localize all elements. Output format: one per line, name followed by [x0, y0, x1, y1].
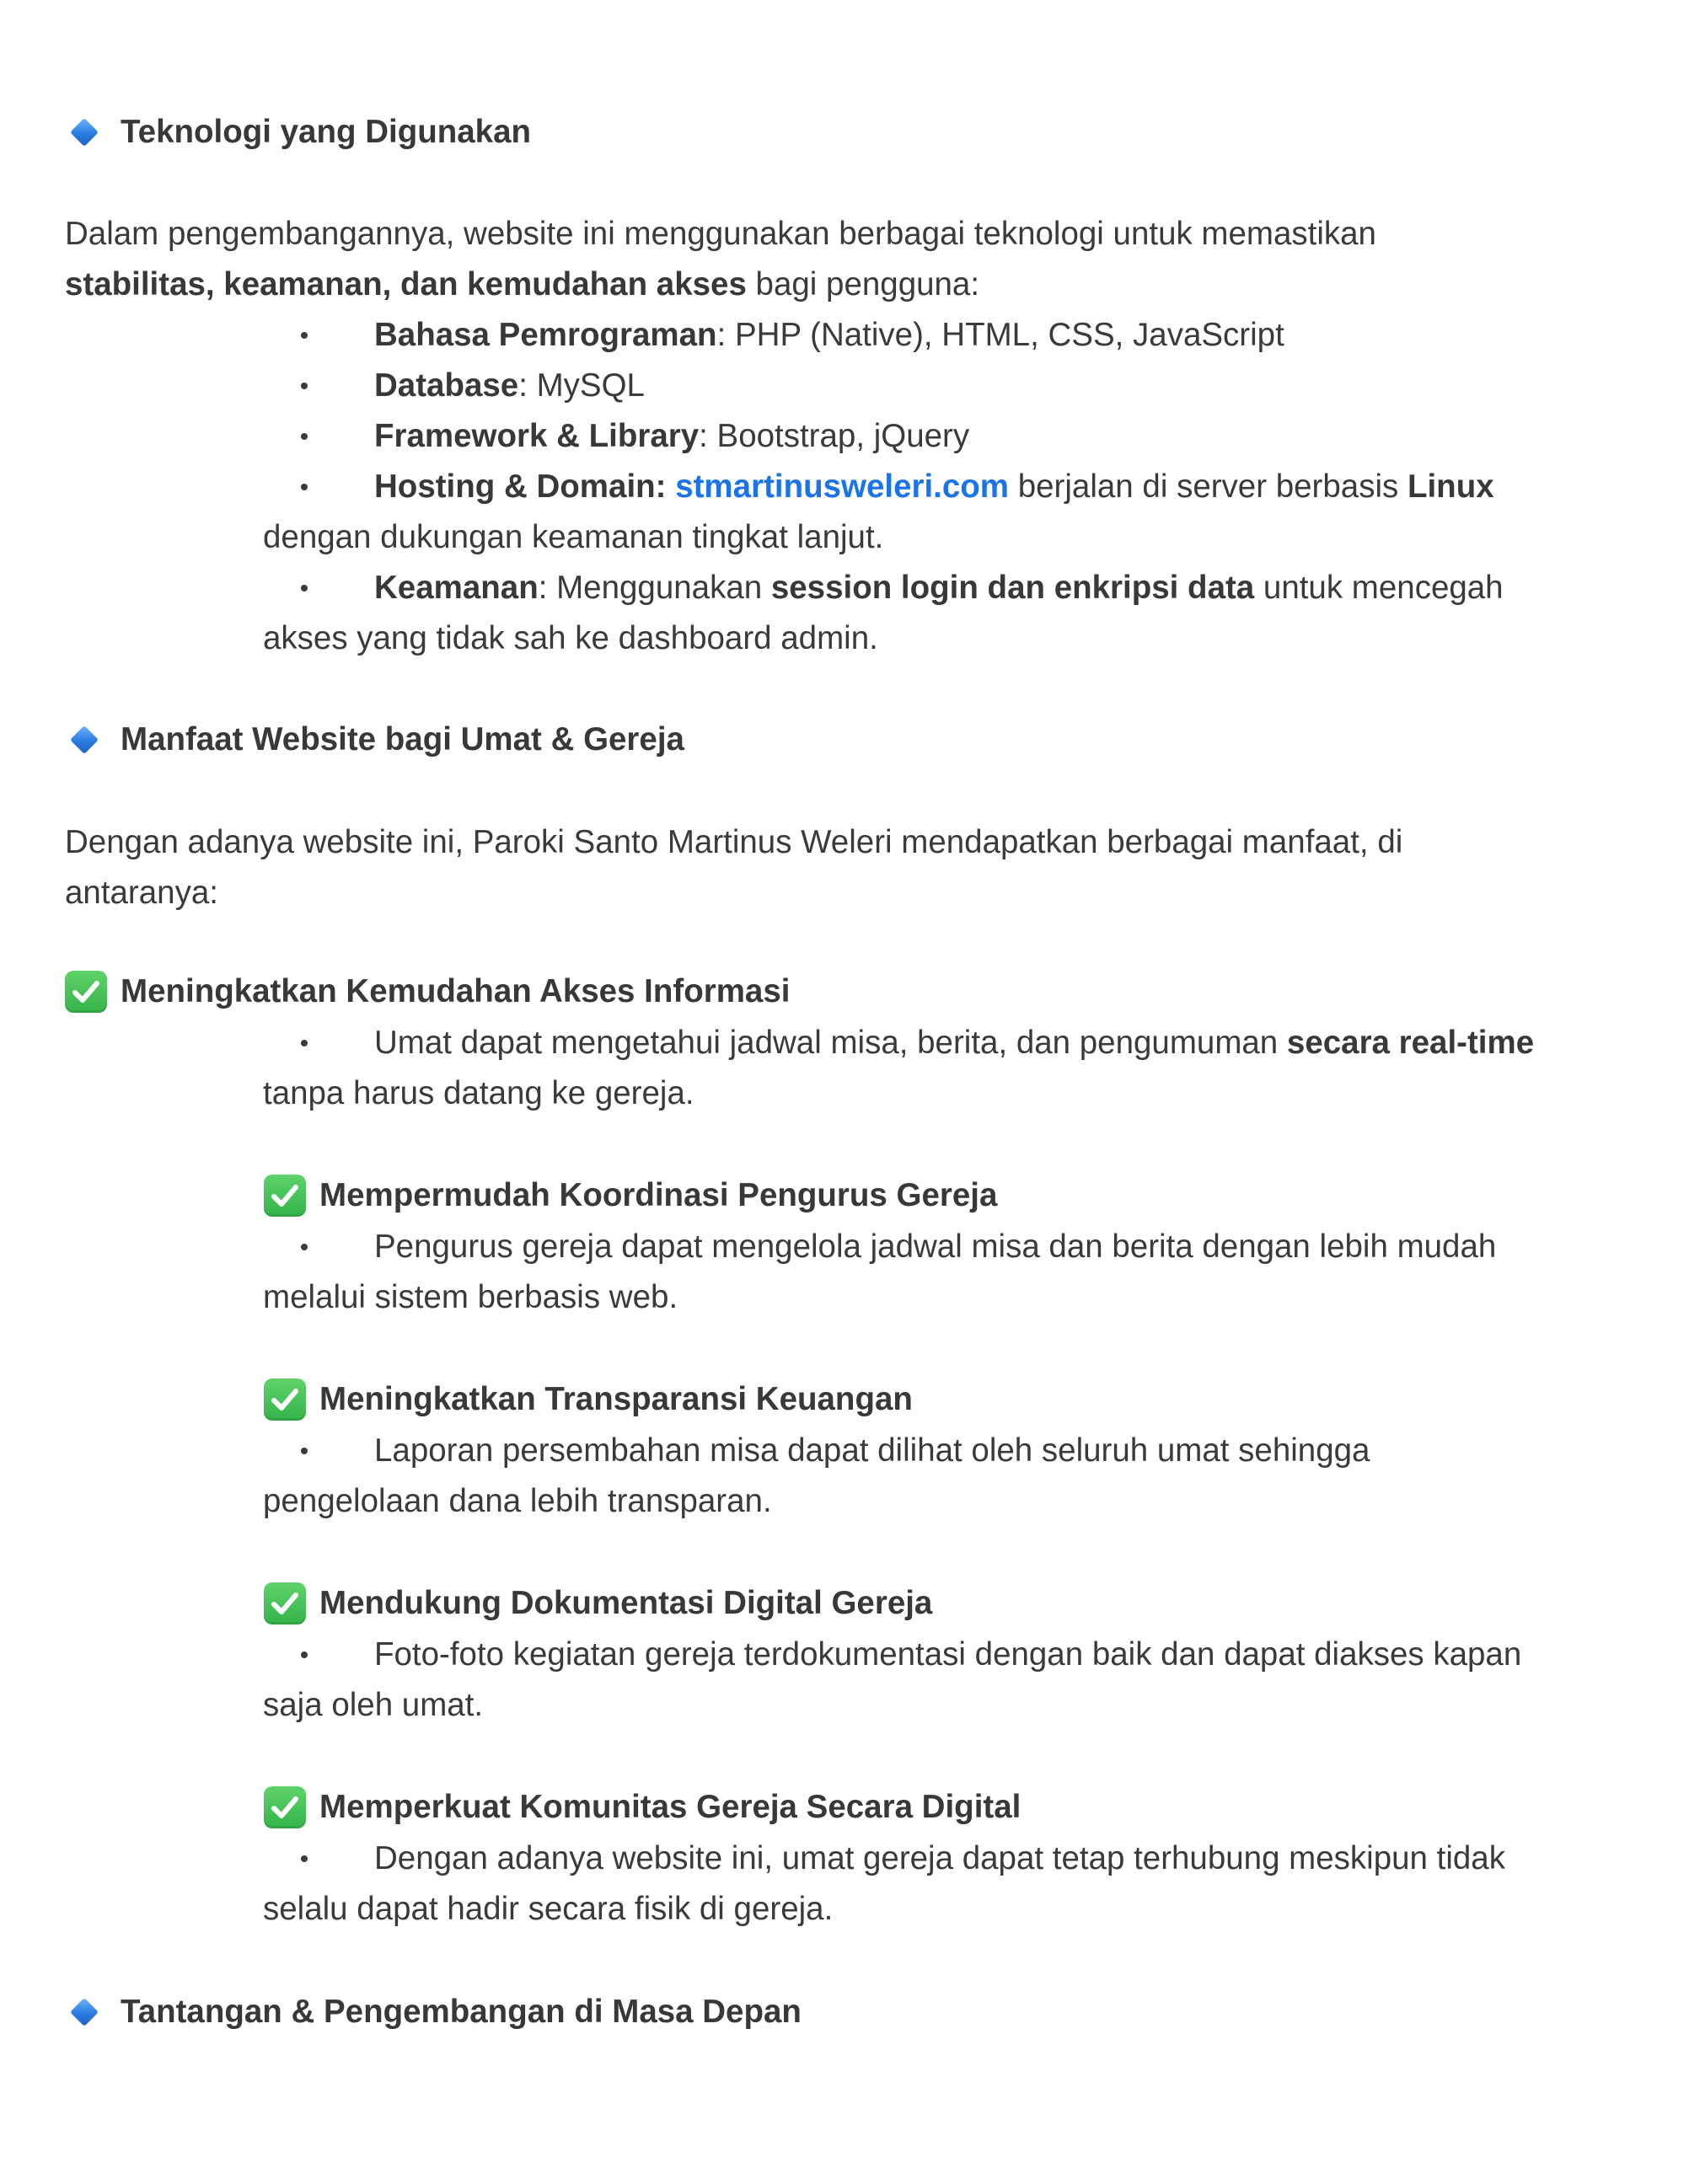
list-item-text: berjalan di server berbasis — [1009, 468, 1408, 505]
benefit-title: Memperkuat Komunitas Gereja Secara Digital — [319, 1789, 1021, 1825]
list-item-bold: session login dan enkripsi data — [770, 570, 1255, 606]
bullet-marker — [301, 1855, 308, 1862]
list-item-text: : Menggunakan — [538, 570, 771, 606]
section-heading-tantangan: Tantangan & Pengembangan di Masa Depan — [121, 1994, 802, 2030]
blue-diamond-icon — [70, 1998, 99, 2026]
section-heading-manfaat: Manfaat Website bagi Umat & Gereja — [121, 721, 684, 757]
list-item-label: Keamanan — [374, 570, 539, 606]
bullet-marker — [301, 1448, 308, 1454]
list-item-framework — [374, 411, 969, 462]
benefit-bold: secara real-time — [1286, 1025, 1535, 1061]
benefit-description-line-2: melalui sistem berbasis web. — [263, 1279, 678, 1315]
intro-paragraph-line-1: Dengan adanya website ini, Paroki Santo Martinus Weleri mendapatkan berbagai manfaat, di — [65, 824, 1403, 860]
list-item-database — [374, 361, 645, 411]
list-item-colon: : — [655, 468, 676, 505]
benefit-description-line-2: saja oleh umat. — [263, 1687, 484, 1723]
benefit-description-line-2: pengelolaan dana lebih transparan. — [263, 1483, 772, 1519]
benefit-title: Meningkatkan Transparansi Keuangan — [319, 1381, 913, 1417]
section-heading-teknologi: Teknologi yang Digunakan — [121, 114, 532, 150]
intro-tail: bagi pengguna: — [746, 266, 980, 302]
benefit-description-line-1: Pengurus gereja dapat mengelola jadwal misa dan berita dengan lebih mudah — [374, 1228, 1497, 1265]
check-mark-icon — [65, 971, 107, 1013]
intro-bold-phrase: stabilitas, keamanan, dan kemudahan akses — [65, 266, 747, 302]
intro-paragraph-line-2 — [65, 260, 979, 310]
benefit-title: Mempermudah Koordinasi Pengurus Gereja — [319, 1177, 998, 1213]
benefit-description-line-1: Foto-foto kegiatan gereja terdokumentasi dengan baik dan dapat diakses kapan — [374, 1636, 1522, 1673]
benefit-description-line-1: Dengan adanya website ini, umat gereja dapat tetap terhubung meskipun tidak — [374, 1840, 1505, 1876]
benefit-description-line-2: tanpa harus datang ke gereja. — [263, 1075, 694, 1111]
list-item-label: Bahasa Pemrograman — [374, 317, 717, 353]
list-item-text: : MySQL — [518, 367, 645, 404]
bullet-marker — [301, 1040, 308, 1046]
benefit-title: Mendukung Dokumentasi Digital Gereja — [319, 1585, 933, 1621]
list-item-bold: Linux — [1407, 468, 1494, 505]
check-mark-icon — [264, 1175, 306, 1217]
check-mark-icon — [264, 1582, 306, 1625]
list-item-bahasa — [374, 310, 1284, 361]
benefit-title: Meningkatkan Kemudahan Akses Informasi — [121, 973, 791, 1009]
list-item-keamanan — [374, 563, 1504, 613]
check-mark-icon — [264, 1786, 306, 1828]
list-item-keamanan-continuation: akses yang tidak sah ke dashboard admin. — [263, 620, 878, 656]
bullet-marker — [301, 1244, 308, 1250]
list-item-hosting — [374, 462, 1494, 512]
bullet-marker — [301, 433, 308, 440]
intro-paragraph-line-2: antaranya: — [65, 875, 218, 911]
benefit-description-line-1: Laporan persembahan misa dapat dilihat oleh seluruh umat sehingga — [374, 1432, 1370, 1469]
list-item-text: untuk mencegah — [1254, 570, 1504, 606]
list-item-text: : PHP (Native), HTML, CSS, JavaScript — [716, 317, 1284, 353]
domain-link[interactable]: stmartinusweleri.com — [675, 468, 1010, 505]
blue-diamond-icon — [70, 118, 99, 147]
bullet-marker — [301, 585, 308, 592]
benefit-description-line-1 — [374, 1018, 1534, 1068]
bullet-marker — [301, 1651, 308, 1658]
list-item-label: Framework & Library — [374, 418, 700, 454]
blue-diamond-icon — [70, 725, 99, 754]
list-item-text: : Bootstrap, jQuery — [699, 418, 970, 454]
bullet-marker — [301, 484, 308, 490]
benefit-text: Umat dapat mengetahui jadwal misa, berita, dan pengumuman — [374, 1025, 1287, 1061]
intro-paragraph-line-1: Dalam pengembangannya, website ini menggunakan berbagai teknologi untuk memastikan — [65, 216, 1376, 252]
bullet-marker — [301, 332, 308, 339]
list-item-label: Hosting & Domain — [374, 468, 656, 505]
benefit-description-line-2: selalu dapat hadir secara fisik di gereja. — [263, 1891, 834, 1927]
list-item-hosting-continuation: dengan dukungan keamanan tingkat lanjut. — [263, 519, 884, 555]
bullet-marker — [301, 383, 308, 389]
list-item-label: Database — [374, 367, 519, 404]
check-mark-icon — [264, 1378, 306, 1421]
